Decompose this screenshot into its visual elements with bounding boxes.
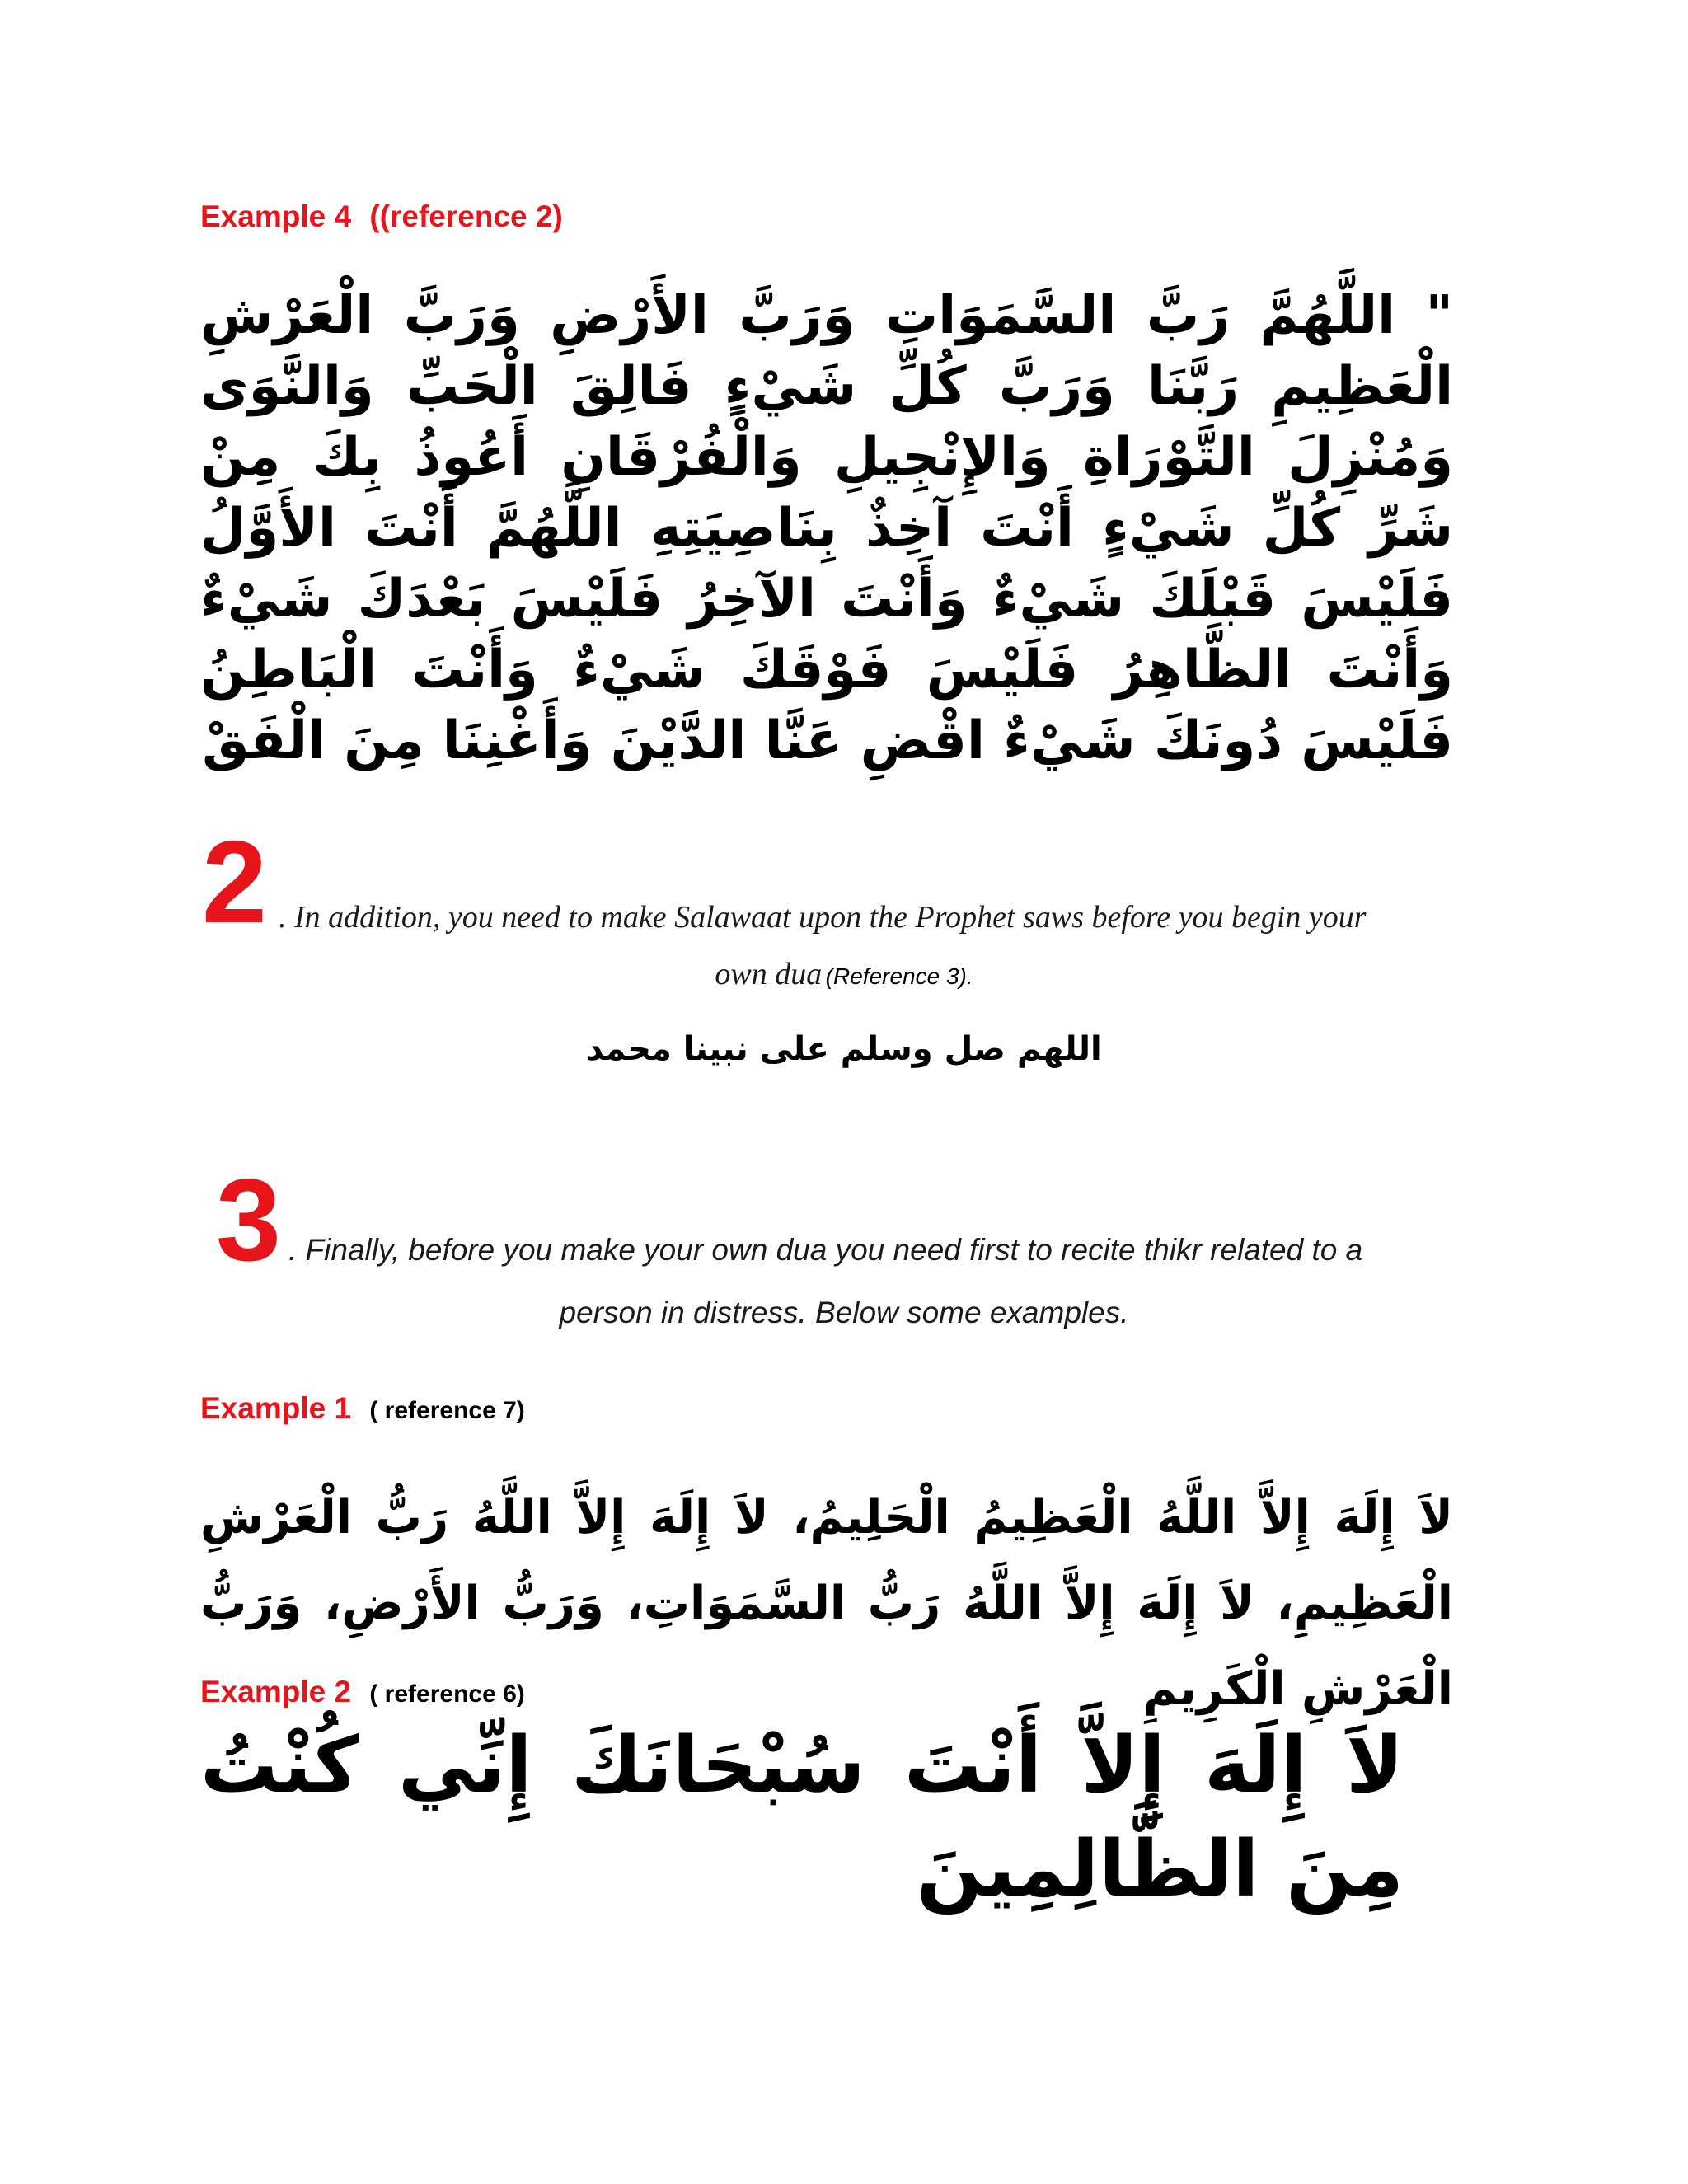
example-4-heading <box>200 199 563 234</box>
dua-2-arabic-text: لاَ إِلَهَ إِلاَّ أَنْتَ سُبْحَانَكَ إِنِّي كُنْتُ مِنَ الظَّالِمِينَ <box>200 1721 1404 1915</box>
example-1-heading <box>200 1391 525 1426</box>
example-4-label: Example 4 <box>200 199 352 233</box>
example-4-reference: ((reference 2) <box>369 199 563 233</box>
example-1-reference: ( reference 7) <box>369 1397 525 1424</box>
salawat-arabic-text: اللهم صل وسلم على نبينا محمد <box>586 1030 1102 1068</box>
step-2-reference: (Reference 3). <box>825 963 973 989</box>
step-3-line-1: . Finally, before you make your own dua you need first to recite thikr related to a <box>288 1233 1363 1267</box>
example-2-heading <box>200 1675 525 1709</box>
step-2-number: 2 <box>202 817 267 948</box>
step-3-number: 3 <box>216 1155 281 1286</box>
example-2-reference: ( reference 6) <box>369 1680 525 1708</box>
step-2-line-1: . In addition, you need to make Salawaat upon the Prophet saws before you begin your <box>279 900 1367 935</box>
example-1-label: Example 1 <box>200 1391 352 1425</box>
step-2-line-2-text: own dua <box>715 957 823 991</box>
dua-1-arabic-text: لاَ إِلَهَ إِلاَّ اللَّهُ الْعَظِيمُ الْحَلِيمُ، لاَ إِلَهَ إِلاَّ اللَّهُ رَبُّ الْعَرْشِ الْعَظِيمِ، لاَ إِلَهَ إِلاَّ اللَّهُ رَبُّ السَّمَوَاتِ، وَرَبُّ الأَرْضِ، وَرَبُّ الْعَرْشِ الْكَرِيمِ <box>200 1491 1453 1716</box>
step-2-line-2 <box>0 956 1688 992</box>
dua-4-arabic-text: " اللَّهُمَّ رَبَّ السَّمَوَاتِ وَرَبَّ الأَرْضِ وَرَبَّ الْعَرْشِ الْعَظِيمِ رَبَّنَا وَرَبَّ كُلِّ شَيْءٍ فَالِقَ الْحَبِّ وَالنَّوَى وَمُنْزِلَ التَّوْرَاةِ وَالإِنْجِيلِ وَالْفُرْقَانِ أَعُوذُ بِكَ مِنْ شَرِّ كُلِّ شَيْءٍ أَنْتَ آخِذٌ بِنَاصِيَتِهِ اللَّهُمَّ أَنْتَ الأَوَّلُ فَلَيْسَ قَبْلَكَ شَيْءٌ وَأَنْتَ الآخِرُ فَلَيْسَ بَعْدَكَ شَيْءٌ وَأَنْتَ الظَّاهِرُ فَلَيْسَ فَوْقَكَ شَيْءٌ وَأَنْتَ الْبَاطِنُ فَلَيْسَ دُونَكَ شَيْءٌ اقْضِ عَنَّا الدَّيْنَ وَأَغْنِنَا مِنَ الْفَقْ <box>200 285 1453 771</box>
step-3-line-2: person in distress. Below some examples. <box>559 1296 1129 1329</box>
example-2-label: Example 2 <box>200 1675 352 1708</box>
